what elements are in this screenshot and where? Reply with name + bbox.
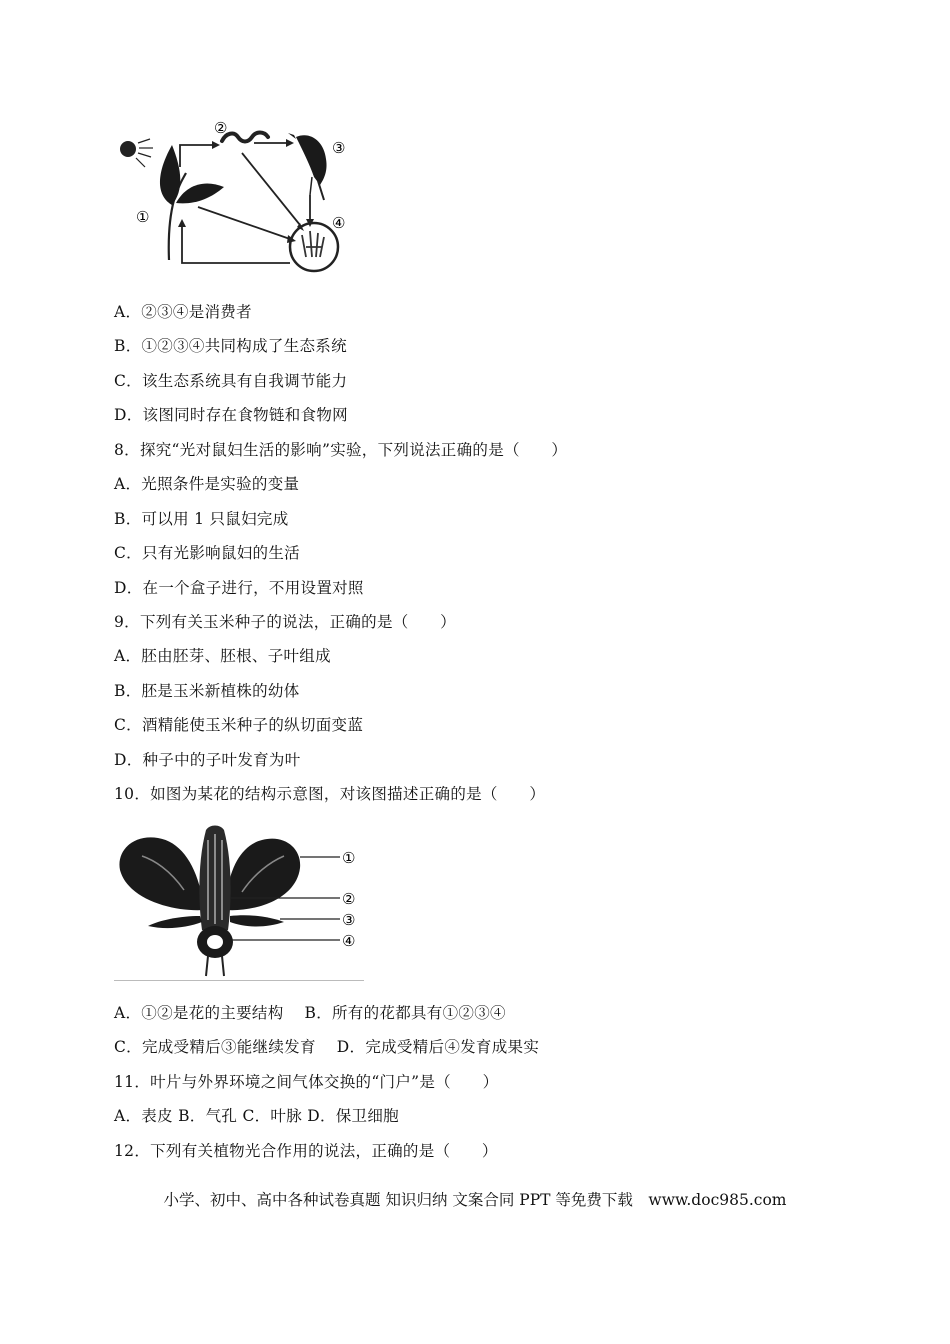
q11-stem: 11．叶片与外界环境之间气体交换的“门户”是（ ）: [114, 1073, 499, 1091]
figure-divider: [114, 980, 364, 981]
label-3: ③: [332, 139, 346, 157]
q12-stem: 12．下列有关植物光合作用的说法，正确的是（ ）: [114, 1142, 498, 1160]
q7-option-b: B．①②③④共同构成了生态系统: [114, 337, 347, 355]
flower-diagram: [114, 820, 364, 978]
sun-icon: [120, 141, 136, 157]
ecosystem-diagram: [114, 115, 359, 275]
q9-option-a: A．胚由胚芽、胚根、子叶组成: [114, 647, 331, 665]
q7-option-a: A．②③④是消费者: [114, 303, 252, 321]
q8-option-a: A．光照条件是实验的变量: [114, 475, 300, 493]
plant-icon: [160, 145, 224, 260]
q10-options-row1: A．①②是花的主要结构 B．所有的花都具有①②③④: [114, 1004, 506, 1022]
flower-icon: [119, 826, 300, 977]
q9-option-c: C．酒精能使玉米种子的纵切面变蓝: [114, 716, 364, 734]
label-4: ④: [332, 214, 346, 232]
q9-option-d: D．种子中的子叶发育为叶: [114, 751, 301, 769]
page-footer: 小学、初中、高中各种试卷真题 知识归纳 文案合同 PPT 等免费下载 www.doc985.com: [163, 1191, 787, 1209]
flower-label-1: ①: [342, 849, 356, 867]
q11-options: A．表皮 B．气孔 C．叶脉 D．保卫细胞: [114, 1107, 399, 1125]
flower-label-4: ④: [342, 932, 356, 950]
q10-stem: 10．如图为某花的结构示意图，对该图描述正确的是（ ）: [114, 785, 546, 803]
q8-option-c: C．只有光影响鼠妇的生活: [114, 544, 300, 562]
q10-options-row2: C．完成受精后③能继续发育 D．完成受精后④发育成果实: [114, 1038, 540, 1056]
q8-option-b: B．可以用 1 只鼠妇完成: [114, 510, 289, 528]
q8-stem: 8．探究“光对鼠妇生活的影响”实验，下列说法正确的是（ ）: [114, 441, 568, 459]
label-1: ①: [136, 208, 150, 226]
decomposer-icon: [290, 223, 338, 271]
caterpillar-icon: [222, 133, 268, 142]
q9-option-b: B．胚是玉米新植株的幼体: [114, 682, 300, 700]
q7-option-c: C．该生态系统具有自我调节能力: [114, 372, 348, 390]
label-2: ②: [214, 119, 228, 137]
q8-option-d: D．在一个盒子进行，不用设置对照: [114, 579, 364, 597]
q9-stem: 9．下列有关玉米种子的说法，正确的是（ ）: [114, 613, 456, 631]
flower-label-2: ②: [342, 890, 356, 908]
flower-label-3: ③: [342, 911, 356, 929]
q7-option-d: D．该图同时存在食物链和食物网: [114, 406, 348, 424]
